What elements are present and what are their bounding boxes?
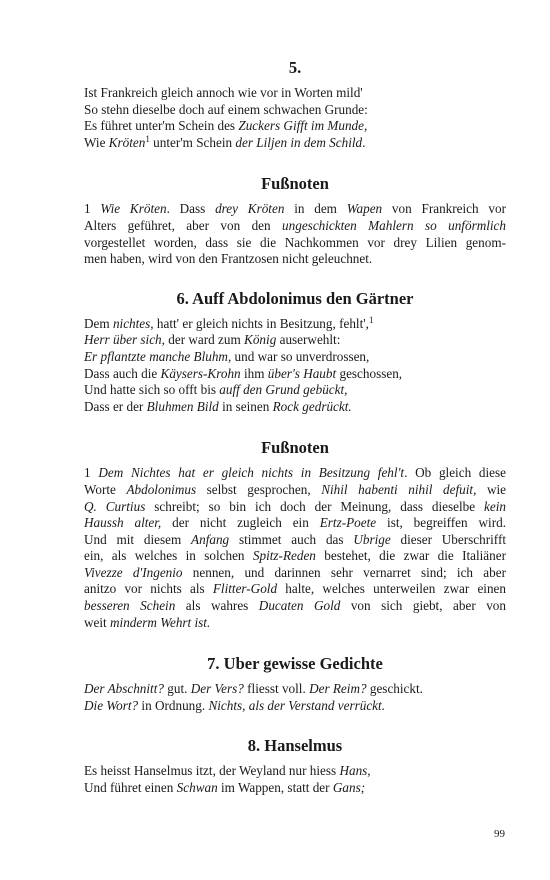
verse-line: Er pflantzte manche Bluhm, und war so unverdrossen, [84,348,370,364]
footnotes-heading: Fußnoten [261,438,329,458]
verse-line: Wie Kröten$^1$ unter'm Schein der Liljen in dem Schild. [84,133,366,150]
footnote-line: vorgestellet worden, dass sie die Nachkommen vor drey Lilien genom- [84,234,506,250]
section-title: 7. Uber gewisse Gedichte [207,654,383,674]
footnote-line: 1 Dem Nichtes hat er gleich nichts in Besitzung fehl't. Ob gleich diese [84,465,507,481]
footnote-line: anitzo vor nichts als Flitter-Gold halte, welches unterweilen zwar einen [84,581,507,597]
page-content [84,58,506,797]
verse-line: Herr über sich, der ward zum König auserwehlt: [84,332,341,348]
verse-line: Es heisst Hanselmus itzt, der Weyland nur hiess Hans, [84,763,371,779]
verse-line: Ist Frankreich gleich annoch wie vor in Worten mild' [84,85,363,100]
footnote-line: 1 Wie Kröten. Dass drey Kröten in dem Wapen von Frankreich vor [84,201,506,217]
footnote [84,201,506,267]
section-title: 8. Hanselmus [247,736,343,756]
footnote-line: men haben, wird von den Frantzosen nicht geleuchnet. [84,251,373,267]
verse-line: Und hatte sich so offt bis auff den Grund gebückt, [84,382,348,398]
footnote [84,465,506,631]
footnote-line: Haussh alter, der nicht zugleich ein Ertz-Poete ist, begreiffen wird. [84,515,506,531]
poem-stanza [84,681,506,714]
verse-line: Der Abschnitt? gut. Der Vers? fliesst voll. Der Reim? geschickt. [84,681,423,697]
footnote-line: Vivezze d'Ingenio nennen, und darinnen sehr vernarret sind; ich aber [84,564,506,580]
footnote-line: Worte Abdolonimus selbst gesprochen, Nihil habenti nihil defuit, wie [84,481,506,497]
verse-line: Dem nichtes, hatt' er gleich nichts in Besitzung, fehlt',$^1$ [84,314,374,331]
footnote-line: Und mit diesem Anfang stimmet auch das Ubrige dieser Uberschrifft [84,531,506,547]
poem-stanza [84,85,506,151]
footnote-line: ein, als welches in solchen Spitz-Reden bestehet, die zwar die Italiäner [84,548,507,564]
verse-line: Dass auch die Käysers-Krohn ihm über's Haubt geschossen, [84,365,403,381]
poem-stanza [84,316,506,416]
verse-line: Es führet unter'm Schein des Zuckers Gifft im Munde, [84,118,368,134]
verse-line: Und führet einen Schwan im Wappen, statt der Gans; [84,780,366,796]
footnote-line: weit minderm Wehrt ist. [84,614,211,630]
footnote-line: besseren Schein als wahres Ducaten Gold von sich giebt, aber von [84,598,506,614]
section-title: 5. [288,58,302,77]
section-title: 6. Auff Abdolonimus den Gärtner [176,288,414,308]
footnotes-heading: Fußnoten [261,174,329,194]
footnote-line: Q. Curtius schreibt; so bin ich doch der Meinung, dass dieselbe kein [84,498,506,514]
poem-stanza [84,763,506,796]
verse-line: Dass er der Bluhmen Bild in seinen Rock gedrückt. [84,398,352,414]
page-number: 99 [494,828,505,840]
verse-line: Die Wort? in Ordnung. Nichts, als der Verstand verrückt. [84,697,385,713]
footnote-line: Alters geführet, aber von den ungeschickten Mahlern so unförmlich [84,217,506,233]
verse-line: So stehn dieselbe doch auf einem schwachen Grunde: [84,101,368,117]
